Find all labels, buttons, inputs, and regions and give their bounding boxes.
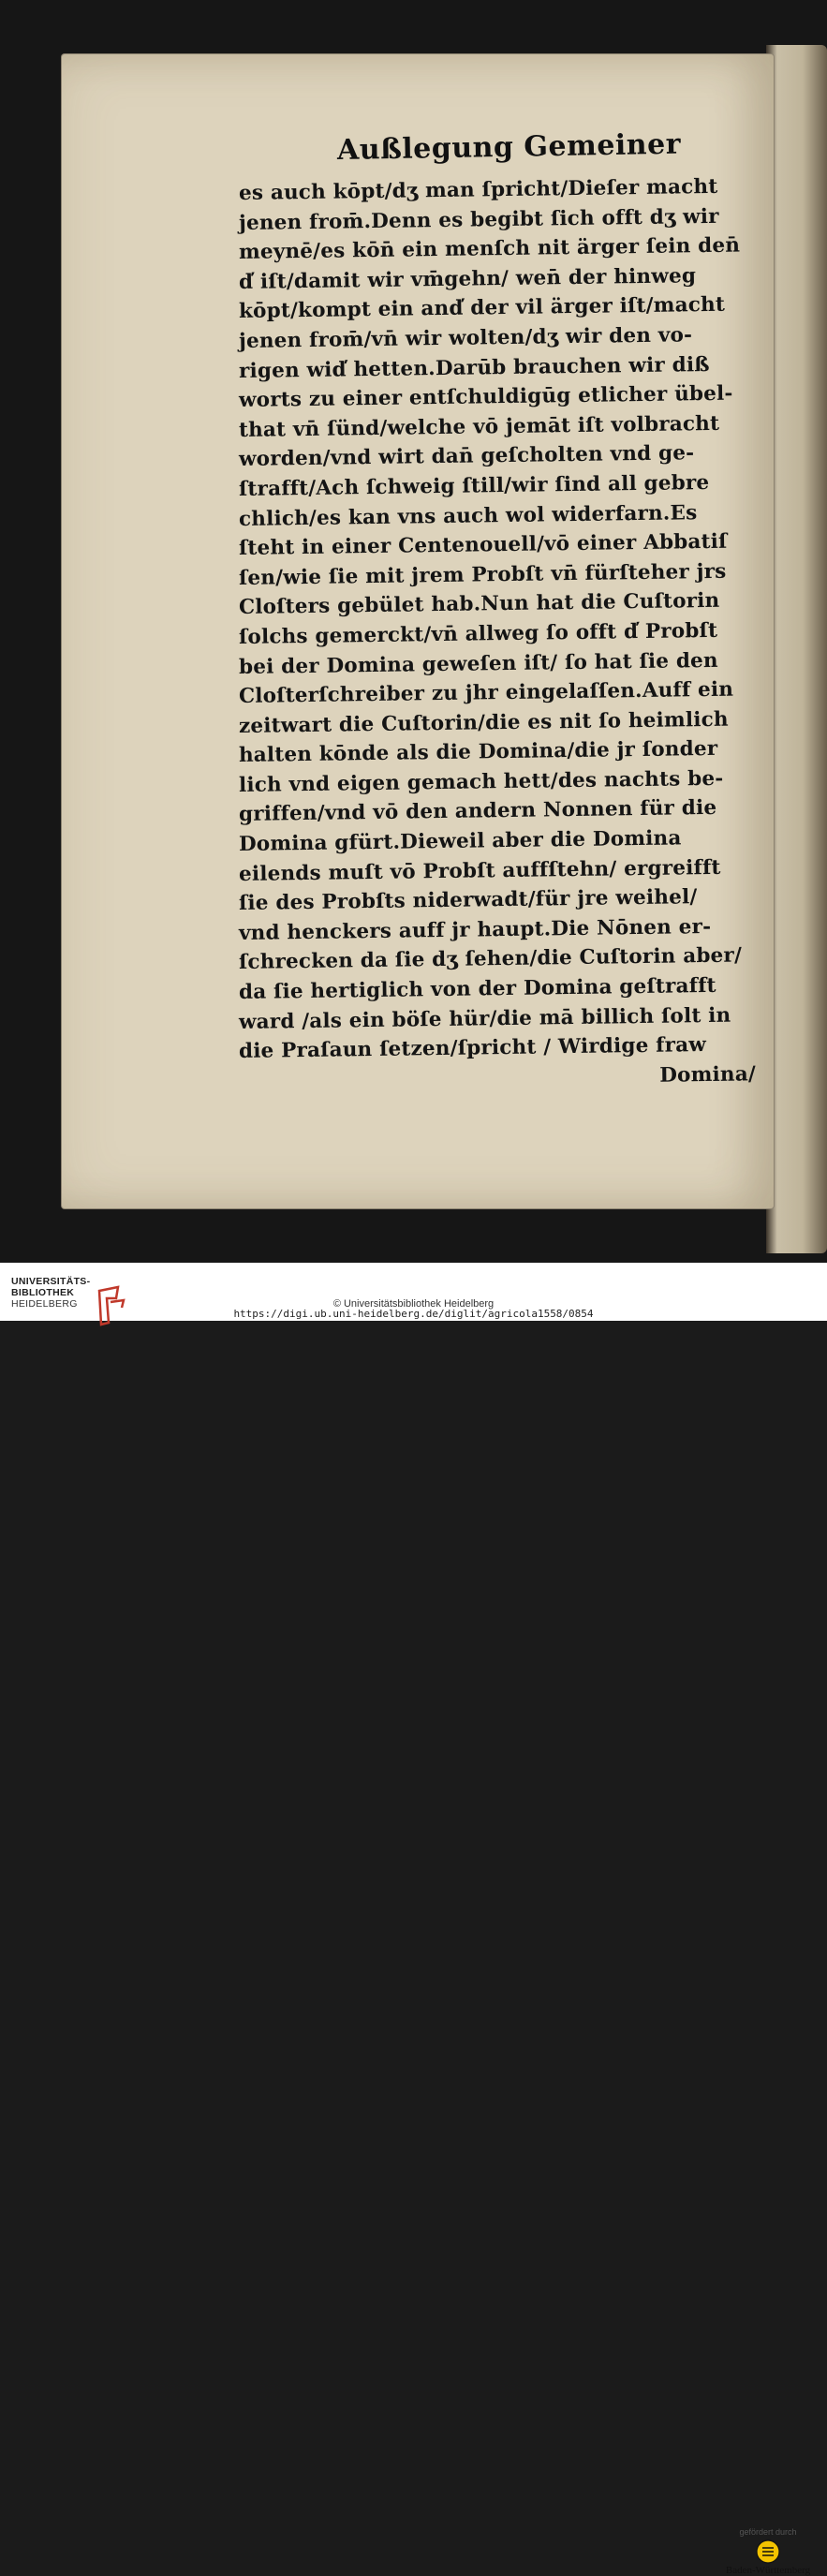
text-line: worts zu einer entſchuldigūg etlicher übel-: [238, 381, 733, 413]
text-line: ſchrecken da ſie dʒ ſehen/die Cuſtorin aber/: [238, 943, 743, 975]
sponsor-block[interactable]: [716, 2527, 820, 2576]
copyright-notice: © Universitätsbibliothek Heidelberg: [332, 1298, 495, 1310]
text-line: ſteht in einer Centenouell/vō einer Abbatiſ: [238, 529, 728, 561]
text-line: griffen/vnd vō den andern Nonnen für die: [238, 796, 717, 827]
logo-text: UNIVERSITÄTS-: [11, 1276, 91, 1287]
sponsor-label: gefördert durch: [739, 2527, 797, 2537]
text-line: es auch kōpt/dʒ man ſpricht/Dieſer macht: [238, 174, 718, 205]
sponsor-name: Baden-Württemberg: [725, 2565, 811, 2576]
text-line: vnd henckers auff jr haupt.Die Nōnen er-: [238, 914, 712, 945]
book-page-edges: [766, 45, 827, 1253]
running-head: Außlegung Gemeiner: [336, 127, 682, 167]
text-line: bei der Domina geweſen iſt/ ſo hat ſie den: [238, 648, 718, 679]
text-line: halten kōnde als die Domina/die jr ſonder: [238, 737, 718, 768]
logo-text: HEIDELBERG: [11, 1298, 78, 1310]
text-line: zeitwart die Cuſtorin/die es nit ſo heimlich: [238, 707, 729, 738]
text-line: die Praſaun ſetzen/ſpricht / Wirdige fraw: [238, 1033, 707, 1064]
text-line: jenen from̄.Denn es begibt ſich offt dʒ wir: [238, 204, 719, 235]
text-line: Cloſterſchreiber zu jhr eingelaſſen.Auff ein: [238, 677, 734, 709]
text-line: that vn̄ ſünd/welche vō jemāt iſt volbracht: [238, 411, 720, 442]
page-text-block: [238, 174, 763, 1096]
text-line: rigen wid̕ hetten.Darūb brauchen wir diß: [238, 352, 710, 383]
text-line: eilends muſt vō Probſt auffſtehn/ ergreifft: [238, 855, 721, 886]
text-line: Cloſters gebület hab.Nun hat die Cuſtorin: [238, 589, 720, 620]
text-line: da ſie hertiglich von der Domina geſtrafft: [238, 973, 716, 1005]
text-line: lich vnd eigen gemach hett/des nachts be-: [238, 766, 724, 797]
text-line: meynē/es kōn̄ ein menſch nit ärger ſein den̄: [238, 233, 741, 265]
permalink-url[interactable]: https://digi.ub.uni-heidelberg.de/diglit/agricola1558/0854: [233, 1308, 594, 1320]
text-line: jenen from̄/vn̄ wir wolten/dʒ wir den vo-: [238, 323, 693, 353]
text-line: worden/vnd wirt dan̄ geſcholten vnd ge-: [238, 441, 695, 472]
text-line: Domina gfürt.Dieweil aber die Domina: [238, 826, 682, 857]
text-line: ſolchs gemerckt/vn̄ allweg ſo offt d̕ Probſt: [238, 618, 718, 649]
text-line: chlich/es kan vns auch wol widerfarn.Es: [238, 500, 698, 531]
text-line: ward /als ein böſe hür/die mā billich ſolt in: [238, 1003, 731, 1034]
text-line: ſtrafft/Ach ſchweig ſtill/wir ſind all gebre: [238, 470, 710, 501]
text-line: ſie des Probſts niderwadt/für jre weihel/: [238, 885, 698, 916]
text-line: ſen/wie ſie mit jrem Probſt vn̄ fürſteher jrs: [238, 559, 727, 590]
logo-text: BIBLIOTHEK: [11, 1287, 75, 1298]
scanned-book-image: [0, 0, 827, 1263]
text-line: kōpt/kompt ein and̕ der vil ärger iſt/macht: [238, 293, 726, 324]
text-line: d̕ iſt/damit wir vm̄gehn/ wen̄ der hinweg: [238, 263, 697, 294]
catchword: Domina/: [659, 1062, 757, 1088]
coat-of-arms-icon: [756, 2539, 780, 2564]
